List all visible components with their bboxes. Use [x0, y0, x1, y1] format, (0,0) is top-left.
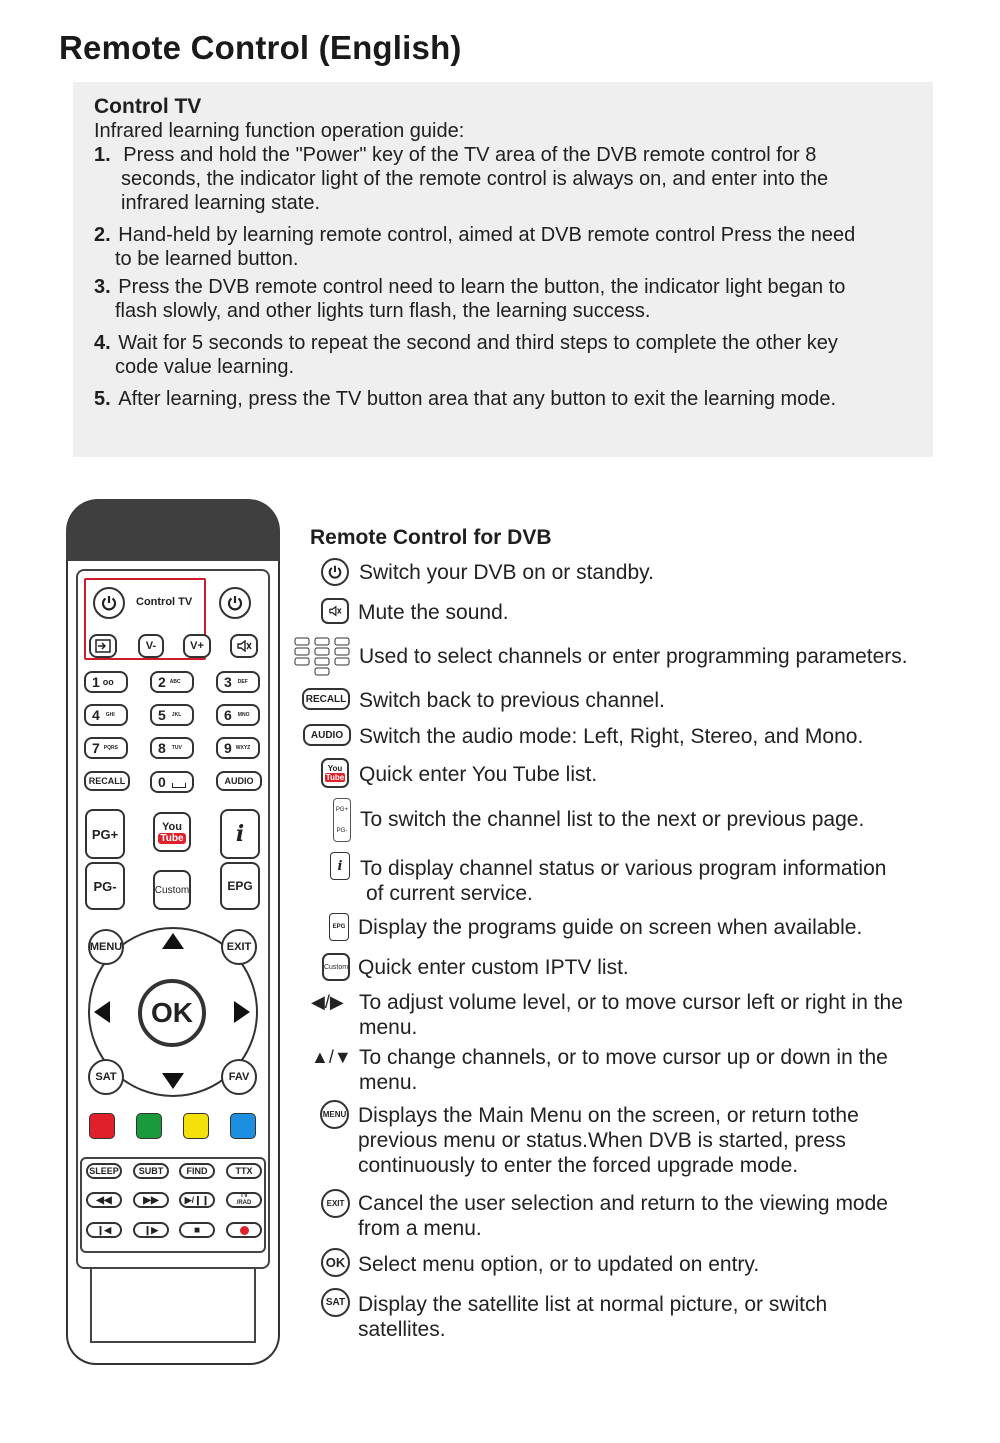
key-4[interactable]: [84, 704, 128, 726]
sat-description-2: satellites.: [358, 1318, 446, 1341]
youtube-button[interactable]: [153, 812, 191, 852]
power-icon: [321, 558, 349, 586]
key-1[interactable]: [84, 671, 128, 693]
sat-button[interactable]: SAT: [88, 1059, 124, 1095]
key-letters: WXYZ: [235, 745, 251, 751]
key-2[interactable]: [150, 671, 194, 693]
page-up-label: PG+: [335, 806, 349, 813]
info-button[interactable]: i: [220, 809, 260, 859]
exit-icon: EXIT: [321, 1189, 350, 1218]
left-right-arrows-icon: ◀/▶: [311, 992, 344, 1012]
power-description: Switch your DVB on or standby.: [359, 561, 654, 584]
yellow-key[interactable]: [183, 1113, 209, 1139]
power-glyph: [327, 564, 343, 580]
page-keys-icon: [333, 798, 351, 842]
step-text: to be learned button.: [115, 248, 299, 270]
dvb-legend-title: Remote Control for DVB: [310, 526, 552, 549]
page-down-label: PG-: [336, 827, 348, 834]
mute-description: Mute the sound.: [358, 601, 509, 624]
step-text: After learning, press the TV button area that any button to exit the learning mode.: [118, 388, 837, 410]
left-arrow-icon[interactable]: [94, 1001, 110, 1023]
rewind-icon: ◀◀: [96, 1194, 112, 1206]
menu-icon: MENU: [320, 1100, 349, 1129]
key-digit: 9: [224, 740, 232, 756]
step-number: 4.: [94, 332, 111, 354]
recall-button[interactable]: RECALL: [84, 771, 130, 791]
ok-button[interactable]: OK: [138, 979, 206, 1047]
red-key[interactable]: [89, 1113, 115, 1139]
youtube-you: You: [327, 764, 343, 773]
key-letters: MNO: [237, 712, 250, 718]
exit-button[interactable]: EXIT: [221, 929, 257, 965]
rad-label: /RAD: [236, 1200, 252, 1206]
stop-button[interactable]: [179, 1222, 215, 1238]
page-description: To switch the channel list to the next or previous page.: [360, 808, 865, 831]
sat-icon: SAT: [321, 1288, 350, 1317]
page-down-button[interactable]: PG-: [85, 862, 125, 910]
key-letters: oo: [102, 677, 114, 687]
key-letters: JKL: [171, 712, 182, 718]
play-pause-button[interactable]: [179, 1192, 215, 1208]
tv-power-button[interactable]: [93, 587, 125, 619]
recall-description: Switch back to previous channel.: [359, 689, 665, 712]
audio-description: Switch the audio mode: Left, Right, Stereo, and Mono.: [359, 725, 864, 748]
remote-foot: [90, 1269, 256, 1343]
key-7[interactable]: [84, 737, 128, 759]
epg-icon: EPG: [329, 913, 349, 941]
step-text: Hand-held by learning remote control, aimed at DVB remote control Press the need: [118, 224, 856, 246]
info-icon: i: [330, 852, 350, 880]
power-icon: [100, 594, 118, 612]
rewind-button[interactable]: [86, 1192, 122, 1208]
control-tv-label: Control TV: [136, 596, 193, 608]
menu-button[interactable]: MENU: [88, 929, 124, 965]
play-pause-icon: ▶/❙❙: [184, 1194, 210, 1205]
step-text: seconds, the indicator light of the remote control is always on, and enter into the: [121, 168, 829, 190]
youtube-icon: [321, 758, 349, 788]
menu-description-2: previous menu or status.When DVB is started, press: [358, 1129, 846, 1152]
next-icon: ❙▶: [143, 1224, 159, 1235]
ok-icon: OK: [321, 1248, 350, 1277]
power-icon: [226, 594, 244, 612]
key-letters: TUV: [171, 745, 182, 751]
down-arrow-icon[interactable]: [162, 1073, 184, 1089]
input-icon: [95, 639, 111, 653]
step-number: 1.: [94, 144, 111, 166]
record-icon: [240, 1226, 249, 1235]
green-key[interactable]: [136, 1113, 162, 1139]
stop-icon: ■: [193, 1224, 201, 1236]
key-letters: GHI: [105, 712, 115, 718]
key-0[interactable]: [150, 771, 194, 793]
tv-input-button[interactable]: [89, 634, 117, 658]
custom-button[interactable]: Custom: [153, 870, 191, 910]
sat-description-1: Display the satellite list at normal picture, or switch: [358, 1293, 828, 1316]
tv-vol-up-button[interactable]: V+: [183, 634, 211, 658]
left-right-description-1: To adjust volume level, or to move cursor left or right in the: [359, 991, 903, 1014]
step-3: [94, 275, 845, 323]
exit-description-1: Cancel the user selection and return to the viewing mode: [358, 1192, 888, 1215]
fast-forward-icon: ▶▶: [143, 1194, 159, 1206]
key-digit: 5: [158, 707, 166, 723]
key-digit: 6: [224, 707, 232, 723]
up-down-arrows-icon: ▲/▼: [311, 1047, 352, 1067]
menu-description-3: continuously to enter the forced upgrade mode.: [358, 1154, 799, 1177]
tv-label: TV: [240, 1193, 248, 1199]
step-text: Press and hold the "Power" key of the TV area of the DVB remote control for 8: [123, 144, 817, 166]
step-4: [94, 331, 838, 379]
left-right-description-2: menu.: [359, 1016, 418, 1039]
epg-description: Display the programs guide on screen when available.: [358, 916, 863, 939]
step-5: [94, 387, 836, 411]
step-text: code value learning.: [115, 356, 295, 378]
up-down-description-1: To change channels, or to move cursor up or down in the: [359, 1046, 888, 1069]
youtube-you: You: [162, 820, 182, 833]
epg-button[interactable]: EPG: [220, 862, 260, 910]
key-digit: 4: [92, 707, 100, 723]
ok-description: Select menu option, or to updated on entry.: [358, 1253, 760, 1276]
step-2: [94, 223, 855, 271]
blue-key[interactable]: [230, 1113, 256, 1139]
step-text: Wait for 5 seconds to repeat the second and third steps to complete the other key: [118, 332, 838, 354]
space-icon: [172, 783, 186, 788]
mute-icon: [236, 639, 252, 653]
key-digit: 0: [158, 774, 166, 790]
key-8[interactable]: [150, 737, 194, 759]
key-letters: DEF: [237, 679, 248, 685]
dvb-power-button[interactable]: [219, 587, 251, 619]
key-digit: 3: [224, 674, 232, 690]
key-digit: 2: [158, 674, 166, 690]
record-button[interactable]: [226, 1222, 262, 1238]
next-button[interactable]: [133, 1222, 169, 1238]
step-number: 3.: [94, 276, 111, 298]
key-6[interactable]: [216, 704, 260, 726]
key-letters: ABC: [169, 679, 181, 685]
step-number: 2.: [94, 224, 111, 246]
key-digit: 7: [92, 740, 100, 756]
key-digit: 8: [158, 740, 166, 756]
page-up-button[interactable]: PG+: [85, 809, 125, 859]
right-arrow-icon[interactable]: [234, 1001, 250, 1023]
remote-illustration: [66, 499, 280, 1365]
recall-icon: RECALL: [302, 688, 350, 710]
fast-forward-button[interactable]: [133, 1192, 169, 1208]
number-keys-icon: [293, 637, 353, 677]
page-title: Remote Control (English): [59, 29, 462, 66]
info-description-2: of current service.: [366, 882, 533, 905]
tv-radio-button[interactable]: [226, 1192, 262, 1208]
custom-icon: Custom: [322, 953, 350, 981]
control-tv-subtitle: Infrared learning function operation guide:: [94, 120, 465, 142]
tv-vol-down-button[interactable]: V-: [138, 634, 164, 658]
youtube-tube: Tube: [325, 773, 345, 782]
teletext-button[interactable]: TTX: [226, 1163, 262, 1179]
custom-description: Quick enter custom IPTV list.: [358, 956, 629, 979]
sleep-button[interactable]: SLEEP: [86, 1163, 122, 1179]
previous-button[interactable]: [86, 1222, 122, 1238]
mute-button[interactable]: [230, 634, 258, 658]
up-arrow-icon[interactable]: [162, 933, 184, 949]
key-digit: 1: [92, 674, 100, 690]
step-text: Press the DVB remote control need to learn the button, the indicator light began to: [118, 276, 846, 298]
youtube-tube: Tube: [160, 832, 184, 844]
step-text: infrared learning state.: [121, 192, 321, 214]
audio-button[interactable]: AUDIO: [216, 771, 262, 791]
audio-icon: AUDIO: [303, 724, 351, 746]
exit-description-2: from a menu.: [358, 1217, 482, 1240]
mute-icon: [321, 598, 349, 624]
step-text: flash slowly, and other lights turn flash, the learning success.: [115, 300, 651, 322]
previous-icon: ❙◀: [96, 1224, 112, 1235]
fav-button[interactable]: FAV: [221, 1059, 257, 1095]
mute-glyph: [328, 605, 342, 617]
control-tv-title: Control TV: [94, 95, 202, 118]
subtitle-button[interactable]: SUBT: [133, 1163, 169, 1179]
key-letters: PQRS: [103, 745, 118, 751]
key-9[interactable]: [216, 737, 260, 759]
find-button[interactable]: FIND: [179, 1163, 215, 1179]
key-3[interactable]: [216, 671, 260, 693]
key-5[interactable]: [150, 704, 194, 726]
step-number: 5.: [94, 388, 111, 410]
step-1: [94, 143, 828, 215]
youtube-description: Quick enter You Tube list.: [359, 763, 598, 786]
number-keys-description: Used to select channels or enter programming parameters.: [359, 645, 908, 668]
menu-description-1: Displays the Main Menu on the screen, or return tothe: [358, 1104, 859, 1127]
up-down-description-2: menu.: [359, 1071, 418, 1094]
info-description-1: To display channel status or various program information: [360, 857, 887, 880]
